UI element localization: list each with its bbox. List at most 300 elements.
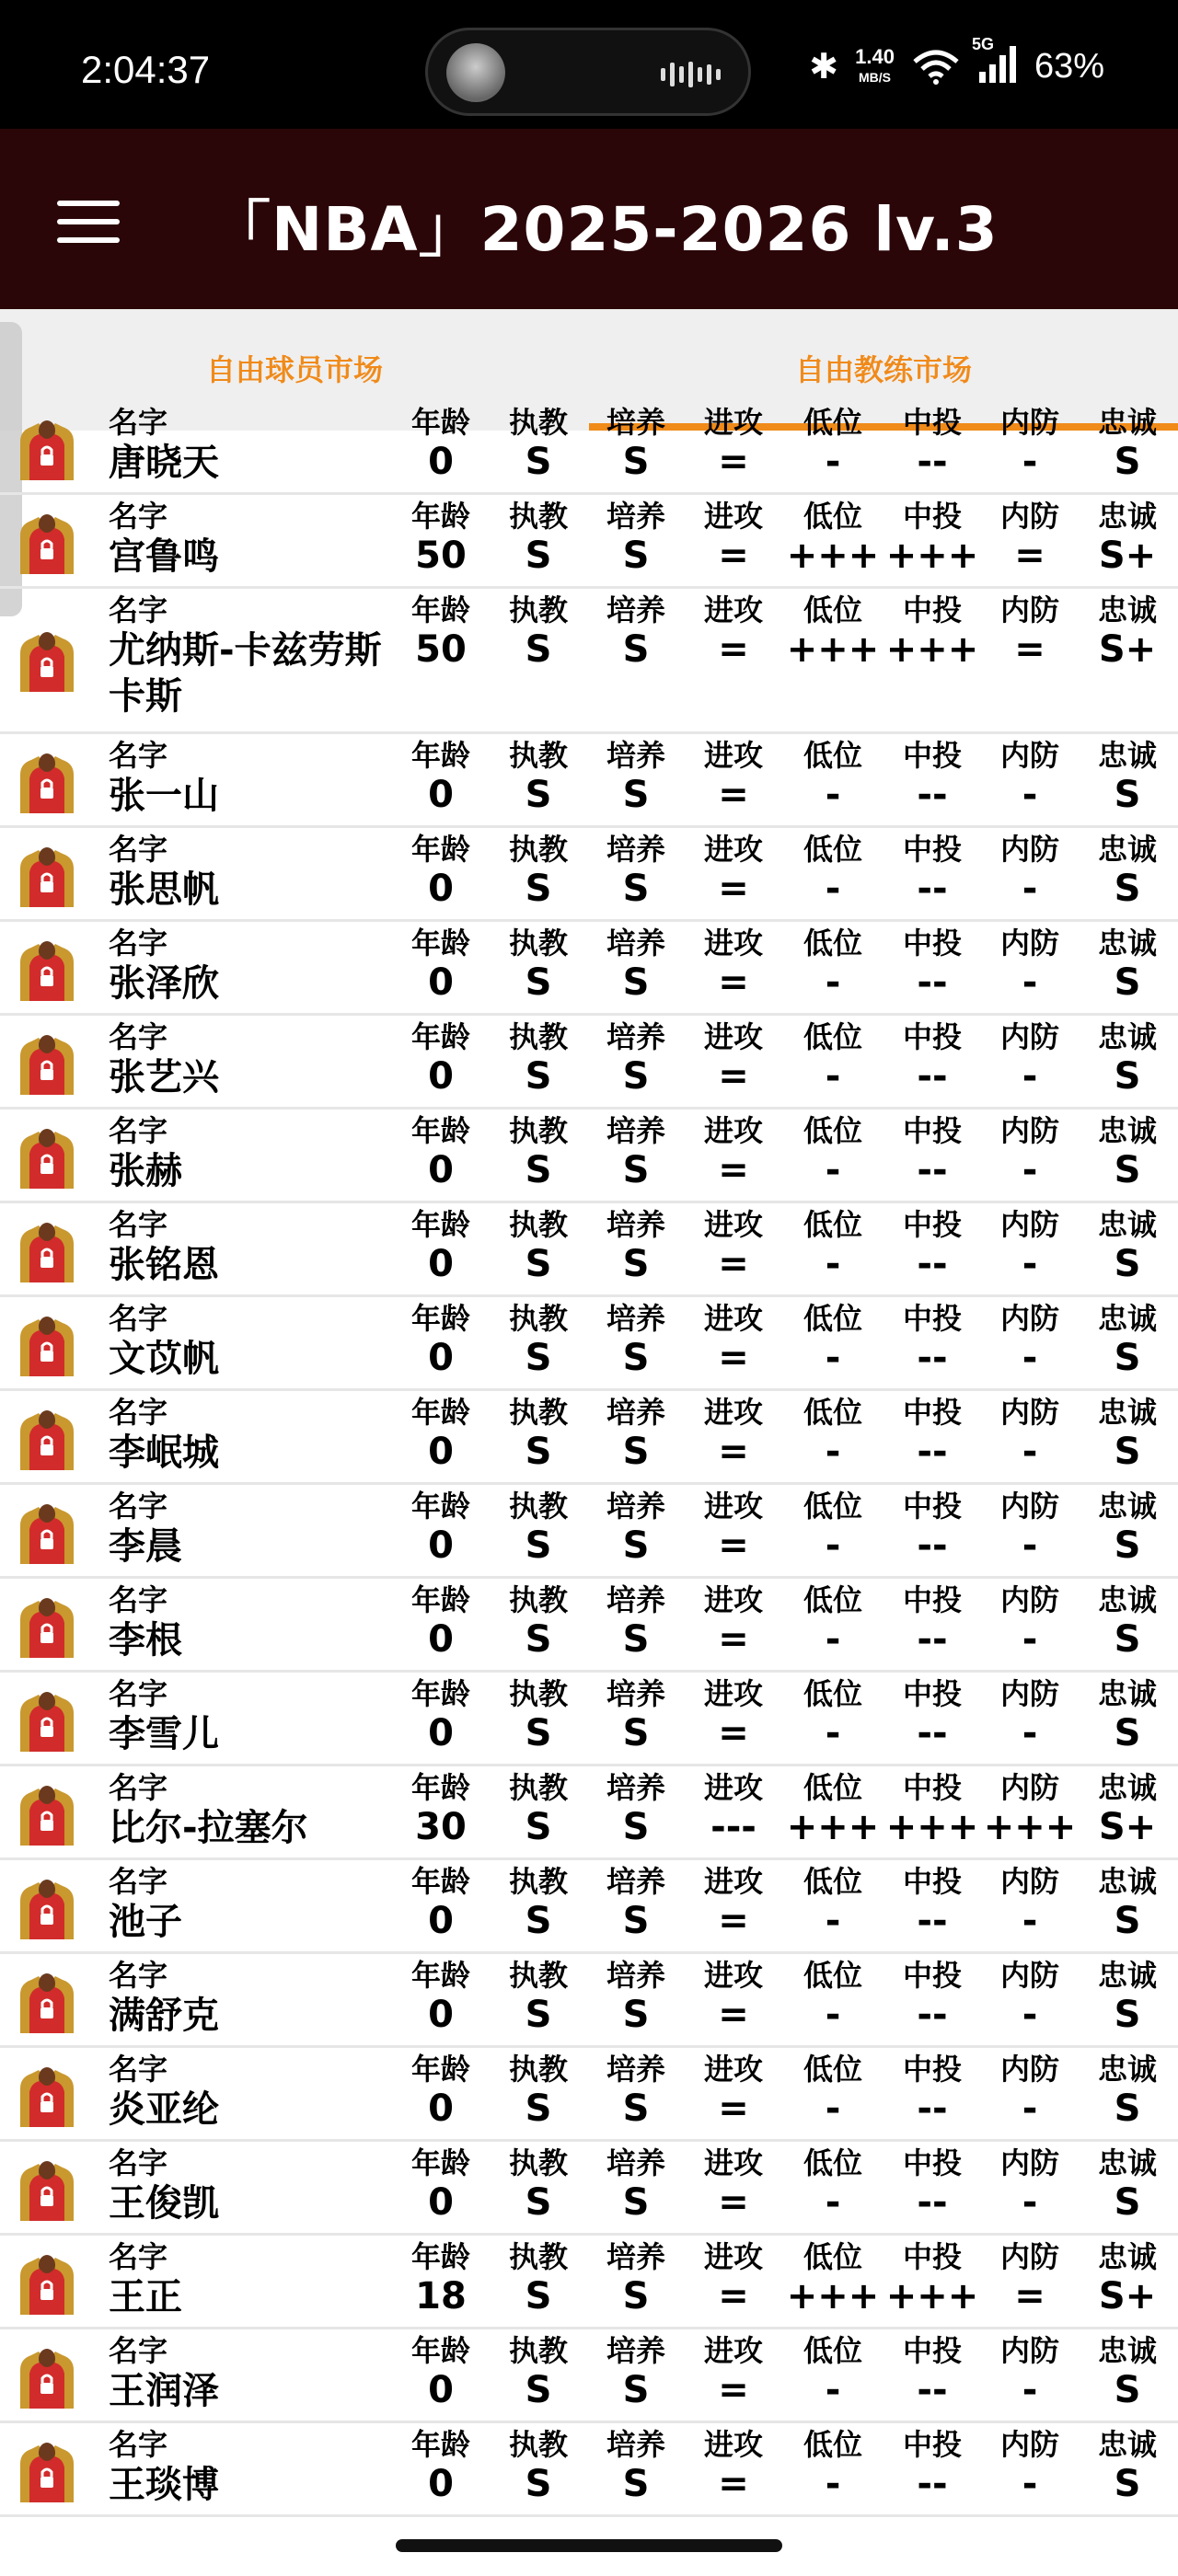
stat-value: 50: [415, 628, 467, 671]
stat-value: +++: [786, 628, 880, 671]
stat-value: -: [825, 1994, 841, 2036]
stat-value: 0: [428, 868, 454, 910]
stat-development: [587, 499, 685, 578]
stat-low-post: [784, 1019, 882, 1098]
stat-loyalty: [1079, 1301, 1176, 1380]
stat-value: S: [525, 1618, 552, 1661]
stat-value: S+: [1098, 1806, 1157, 1848]
name-label: 名字: [109, 2333, 168, 2368]
stat-value: ---: [710, 1806, 756, 1848]
jersey-avatar-icon: [15, 1220, 79, 1284]
stat-development: [587, 2333, 685, 2412]
stat-label: 执教: [508, 2052, 568, 2087]
list-item[interactable]: [0, 828, 1178, 922]
stat-coaching: [490, 832, 587, 911]
stat-value: =: [718, 2181, 749, 2224]
stat-label: 培养: [606, 2333, 665, 2368]
stat-offense: [685, 1301, 782, 1380]
stat-value: S+: [1098, 535, 1157, 577]
stat-value: --: [917, 1524, 948, 1567]
stat-label: 进攻: [703, 2333, 763, 2368]
coach-name: 唐晓天: [109, 442, 219, 484]
stat-age: [392, 1207, 490, 1286]
list-item[interactable]: [0, 1016, 1178, 1110]
stat-low-post: [784, 2333, 882, 2412]
stat-label: 低位: [803, 1676, 862, 1711]
jersey-avatar-icon: [15, 2158, 79, 2223]
stat-label: 低位: [803, 1113, 862, 1148]
stat-value: S: [622, 774, 650, 816]
list-item[interactable]: [0, 1203, 1178, 1297]
jersey-avatar-icon: [15, 1501, 79, 1566]
stat-label: 年龄: [410, 926, 470, 960]
stat-value: S: [1114, 1149, 1141, 1191]
stat-label: 中投: [902, 1770, 962, 1805]
stat-interior-defense: [981, 1395, 1079, 1474]
stat-mid-range: [884, 2052, 981, 2131]
stat-label: 低位: [803, 926, 862, 960]
stat-label: 忠诚: [1097, 2427, 1157, 2462]
list-item[interactable]: [0, 2142, 1178, 2236]
stat-label: 执教: [508, 405, 568, 440]
stat-label: 忠诚: [1097, 926, 1157, 960]
stat-mid-range: [884, 832, 981, 911]
stat-mid-range: [884, 2145, 981, 2225]
stat-label: 执教: [508, 1864, 568, 1899]
stat-label: 低位: [803, 2052, 862, 2087]
stat-label: 进攻: [703, 499, 763, 534]
list-item[interactable]: [0, 1391, 1178, 1485]
stat-label: 中投: [902, 1395, 962, 1430]
stat-label: 进攻: [703, 1301, 763, 1336]
list-item[interactable]: [0, 1110, 1178, 1203]
name-cell: [109, 1770, 385, 1851]
stat-label: 执教: [508, 2239, 568, 2274]
stat-label: 低位: [803, 1489, 862, 1524]
stat-development: [587, 1582, 685, 1662]
stat-value: --: [917, 2369, 948, 2411]
stat-mid-range: [884, 1676, 981, 1755]
stat-value: -: [1022, 1431, 1038, 1473]
stat-label: 内防: [999, 1207, 1059, 1242]
stat-label: 执教: [508, 1019, 568, 1054]
stat-value: S: [1114, 1055, 1141, 1098]
list-item[interactable]: [0, 1766, 1178, 1860]
stat-value: --: [917, 2463, 948, 2505]
stat-label: 培养: [606, 405, 665, 440]
stat-coaching: [490, 2239, 587, 2318]
stat-mid-range: [884, 1395, 981, 1474]
stat-development: [587, 1864, 685, 1943]
name-label: 名字: [109, 926, 168, 960]
menu-icon[interactable]: [57, 201, 120, 243]
stat-offense: [685, 1019, 782, 1098]
stat-label: 年龄: [410, 2145, 470, 2180]
stat-label: 内防: [999, 405, 1059, 440]
tab-free-agent-coaches[interactable]: 自由教练市场: [794, 352, 972, 387]
stat-label: 内防: [999, 738, 1059, 773]
name-label: 名字: [109, 1958, 168, 1993]
stat-interior-defense: [981, 1207, 1079, 1286]
stat-offense: [685, 2239, 782, 2318]
stat-label: 忠诚: [1097, 1207, 1157, 1242]
jersey-avatar-icon: [15, 751, 79, 815]
stat-age: [392, 1676, 490, 1755]
stat-value: +++: [786, 1806, 880, 1848]
stat-value: S: [525, 1994, 552, 2036]
app-title: 「NBA」2025-2026 lv.3: [210, 194, 999, 265]
stat-label: 年龄: [410, 592, 470, 627]
jersey-avatar-icon: [15, 1595, 79, 1660]
stat-value: S: [622, 2275, 650, 2317]
stat-value: S: [622, 868, 650, 910]
stat-label: 低位: [803, 738, 862, 773]
stat-value: 0: [428, 1055, 454, 1098]
name-cell: [109, 2052, 385, 2133]
stat-coaching: [490, 2145, 587, 2225]
stat-offense: [685, 2427, 782, 2506]
coach-list[interactable]: [0, 405, 1178, 2524]
stat-value: 0: [428, 1524, 454, 1567]
stat-interior-defense: [981, 2427, 1079, 2506]
stat-age: [392, 738, 490, 817]
stat-interior-defense: [981, 2333, 1079, 2412]
stat-value: -: [825, 1618, 841, 1661]
stat-value: --: [917, 774, 948, 816]
tab-free-agent-players[interactable]: 自由球员市场: [205, 352, 383, 387]
stat-age: [392, 1864, 490, 1943]
stat-label: 中投: [902, 1301, 962, 1336]
name-label: 名字: [109, 592, 168, 627]
name-cell: [109, 499, 385, 580]
stat-label: 年龄: [410, 1676, 470, 1711]
stat-age: [392, 2239, 490, 2318]
stat-mid-range: [884, 499, 981, 578]
name-cell: [109, 405, 385, 486]
stat-label: 年龄: [410, 738, 470, 773]
stat-value: S: [525, 2463, 552, 2505]
stat-label: 培养: [606, 738, 665, 773]
coach-name: 池子: [109, 1901, 182, 1943]
stat-label: 内防: [999, 592, 1059, 627]
stat-value: S: [622, 1618, 650, 1661]
stat-label: 年龄: [410, 2427, 470, 2462]
stat-value: S: [622, 535, 650, 577]
name-cell: [109, 2427, 385, 2508]
list-item[interactable]: [0, 734, 1178, 828]
stat-label: 执教: [508, 499, 568, 534]
stat-offense: [685, 2052, 782, 2131]
stat-value: =: [718, 868, 749, 910]
stat-value: S: [525, 1337, 552, 1379]
stat-low-post: [784, 1958, 882, 2037]
stat-label: 忠诚: [1097, 1676, 1157, 1711]
name-cell: [109, 1489, 385, 1570]
stat-value: S: [525, 535, 552, 577]
stat-offense: [685, 1958, 782, 2037]
stat-offense: [685, 1489, 782, 1568]
stat-interior-defense: [981, 1958, 1079, 2037]
list-item[interactable]: [0, 2236, 1178, 2329]
stat-value: 0: [428, 441, 454, 483]
stat-value: S: [1114, 774, 1141, 816]
stat-label: 进攻: [703, 1207, 763, 1242]
name-label: 名字: [109, 1019, 168, 1054]
stat-label: 执教: [508, 832, 568, 867]
stat-label: 忠诚: [1097, 1489, 1157, 1524]
stat-value: +++: [786, 535, 880, 577]
stat-label: 忠诚: [1097, 1301, 1157, 1336]
stat-label: 忠诚: [1097, 2052, 1157, 2087]
stat-value: --: [917, 1337, 948, 1379]
list-item[interactable]: [0, 1954, 1178, 2048]
list-item[interactable]: [0, 2048, 1178, 2142]
name-label: 名字: [109, 1301, 168, 1336]
coach-name: 张泽欣: [109, 962, 219, 1005]
stat-loyalty: [1079, 592, 1176, 672]
stat-value: --: [917, 1243, 948, 1285]
stat-development: [587, 832, 685, 911]
stat-label: 中投: [902, 2239, 962, 2274]
stat-label: 中投: [902, 738, 962, 773]
stat-value: -: [825, 2463, 841, 2505]
stat-interior-defense: [981, 832, 1079, 911]
stat-label: 低位: [803, 1019, 862, 1054]
stat-value: S: [1114, 2463, 1141, 2505]
stat-label: 执教: [508, 1301, 568, 1336]
stat-value: --: [917, 2087, 948, 2130]
stat-value: =: [718, 1431, 749, 1473]
wifi-icon: [911, 49, 961, 86]
coach-name: 王俊凯: [109, 2182, 219, 2225]
stat-label: 内防: [999, 1301, 1059, 1336]
stat-value: S: [1114, 1337, 1141, 1379]
stat-label: 忠诚: [1097, 832, 1157, 867]
stat-age: [392, 1395, 490, 1474]
stat-label: 进攻: [703, 1019, 763, 1054]
stat-value: -: [825, 1055, 841, 1098]
stat-label: 低位: [803, 1770, 862, 1805]
stat-loyalty: [1079, 1207, 1176, 1286]
stat-loyalty: [1079, 1113, 1176, 1192]
name-cell: [109, 1019, 385, 1100]
list-item[interactable]: [0, 2329, 1178, 2423]
stat-low-post: [784, 499, 882, 578]
stat-label: 进攻: [703, 1958, 763, 1993]
stat-label: 执教: [508, 1207, 568, 1242]
stat-value: =: [1014, 2275, 1045, 2317]
stat-label: 忠诚: [1097, 592, 1157, 627]
name-label: 名字: [109, 1489, 168, 1524]
coach-name: 比尔-拉塞尔: [109, 1807, 308, 1849]
stat-value: -: [1022, 1900, 1038, 1942]
stat-development: [587, 592, 685, 672]
jersey-avatar-icon: [15, 2064, 79, 2129]
stat-loyalty: [1079, 926, 1176, 1005]
stat-value: S: [622, 2463, 650, 2505]
stat-coaching: [490, 1489, 587, 1568]
stat-value: -: [825, 1900, 841, 1942]
stat-value: +++: [885, 628, 979, 671]
stat-value: =: [718, 1524, 749, 1567]
stat-coaching: [490, 2333, 587, 2412]
stat-value: =: [1014, 535, 1045, 577]
stat-label: 中投: [902, 1207, 962, 1242]
stat-label: 内防: [999, 2427, 1059, 2462]
stat-value: 30: [415, 1806, 467, 1848]
name-label: 名字: [109, 1113, 168, 1148]
stat-label: 年龄: [410, 1864, 470, 1899]
stat-label: 进攻: [703, 1395, 763, 1430]
stat-value: =: [718, 441, 749, 483]
stat-label: 执教: [508, 1958, 568, 1993]
list-item[interactable]: [0, 922, 1178, 1016]
status-time: 2:04:37: [81, 48, 211, 91]
stat-value: 50: [415, 535, 467, 577]
stat-value: +++: [885, 535, 979, 577]
stat-value: 0: [428, 1618, 454, 1661]
stat-value: S: [525, 441, 552, 483]
stat-value: -: [1022, 1618, 1038, 1661]
name-cell: [109, 592, 385, 719]
stat-label: 低位: [803, 832, 862, 867]
stat-age: [392, 2427, 490, 2506]
stat-label: 忠诚: [1097, 738, 1157, 773]
list-item[interactable]: [0, 1673, 1178, 1766]
jersey-avatar-icon: [15, 1689, 79, 1754]
stat-development: [587, 1395, 685, 1474]
stat-development: [587, 2052, 685, 2131]
list-item[interactable]: [0, 2423, 1178, 2517]
stat-label: 进攻: [703, 2239, 763, 2274]
coach-name: 满舒克: [109, 1995, 219, 2037]
name-cell: [109, 1395, 385, 1476]
stat-age: [392, 832, 490, 911]
coach-name: 王正: [109, 2276, 182, 2318]
jersey-avatar-icon: [15, 2346, 79, 2410]
stat-value: =: [718, 1994, 749, 2036]
stat-label: 培养: [606, 592, 665, 627]
stat-loyalty: [1079, 1770, 1176, 1849]
stat-label: 内防: [999, 1395, 1059, 1430]
dynamic-island[interactable]: [425, 28, 751, 116]
stat-coaching: [490, 592, 587, 672]
stat-mid-range: [884, 1489, 981, 1568]
stat-value: S: [622, 1524, 650, 1567]
stat-low-post: [784, 1207, 882, 1286]
stat-value: --: [917, 1149, 948, 1191]
name-label: 名字: [109, 1207, 168, 1242]
stat-value: -: [1022, 2369, 1038, 2411]
list-item[interactable]: [0, 1485, 1178, 1579]
list-item[interactable]: [0, 1860, 1178, 1954]
stat-value: =: [718, 1055, 749, 1098]
stat-interior-defense: [981, 1582, 1079, 1662]
list-item[interactable]: [0, 1297, 1178, 1391]
stat-offense: [685, 405, 782, 484]
stat-value: 0: [428, 774, 454, 816]
stat-label: 年龄: [410, 832, 470, 867]
stat-offense: [685, 1864, 782, 1943]
list-item[interactable]: [0, 401, 1178, 495]
stat-mid-range: [884, 2427, 981, 2506]
stat-label: 年龄: [410, 1207, 470, 1242]
stat-label: 低位: [803, 2427, 862, 2462]
list-item[interactable]: [0, 495, 1178, 589]
stat-label: 进攻: [703, 1864, 763, 1899]
audio-wave-icon: [661, 62, 721, 87]
stat-label: 培养: [606, 1019, 665, 1054]
stat-value: S: [622, 2087, 650, 2130]
stat-age: [392, 1113, 490, 1192]
stat-label: 培养: [606, 1582, 665, 1617]
stat-label: 低位: [803, 2239, 862, 2274]
stat-label: 低位: [803, 1582, 862, 1617]
stat-interior-defense: [981, 1301, 1079, 1380]
stat-value: =: [718, 1337, 749, 1379]
list-item[interactable]: [0, 1579, 1178, 1673]
stat-mid-range: [884, 1958, 981, 2037]
stat-interior-defense: [981, 1019, 1079, 1098]
stat-label: 年龄: [410, 1770, 470, 1805]
network-type: 5G: [971, 35, 994, 53]
coach-name: 张铭恩: [109, 1244, 219, 1286]
stat-value: S: [622, 2369, 650, 2411]
coach-name: 炎亚纶: [109, 2088, 219, 2131]
stat-age: [392, 592, 490, 672]
name-cell: [109, 1864, 385, 1945]
stat-label: 内防: [999, 1958, 1059, 1993]
stat-low-post: [784, 2145, 882, 2225]
stat-label: 进攻: [703, 2427, 763, 2462]
stat-value: =: [718, 535, 749, 577]
stat-offense: [685, 499, 782, 578]
stat-value: S: [1114, 1431, 1141, 1473]
stat-development: [587, 1489, 685, 1568]
jersey-avatar-icon: [15, 1971, 79, 2035]
stat-loyalty: [1079, 1676, 1176, 1755]
list-item[interactable]: [0, 589, 1178, 734]
stat-label: 中投: [902, 1676, 962, 1711]
stat-value: S: [622, 1431, 650, 1473]
stat-loyalty: [1079, 1489, 1176, 1568]
coach-name: 张艺兴: [109, 1056, 219, 1098]
stat-label: 执教: [508, 2427, 568, 2462]
stat-coaching: [490, 1864, 587, 1943]
stat-age: [392, 1582, 490, 1662]
stat-development: [587, 2239, 685, 2318]
stat-coaching: [490, 499, 587, 578]
stat-label: 执教: [508, 926, 568, 960]
stat-label: 培养: [606, 2427, 665, 2462]
stat-value: -: [825, 1524, 841, 1567]
stat-low-post: [784, 2239, 882, 2318]
stat-label: 培养: [606, 832, 665, 867]
name-cell: [109, 1582, 385, 1663]
stat-value: =: [718, 961, 749, 1004]
stat-label: 忠诚: [1097, 405, 1157, 440]
stat-label: 低位: [803, 1207, 862, 1242]
name-label: 名字: [109, 1676, 168, 1711]
jersey-avatar-icon: [15, 1408, 79, 1472]
stat-age: [392, 2333, 490, 2412]
stat-value: -: [825, 1431, 841, 1473]
stat-value: 18: [415, 2275, 467, 2317]
jersey-avatar-icon: [15, 512, 79, 576]
home-indicator[interactable]: [396, 2539, 782, 2552]
stat-label: 执教: [508, 2145, 568, 2180]
stat-age: [392, 1301, 490, 1380]
